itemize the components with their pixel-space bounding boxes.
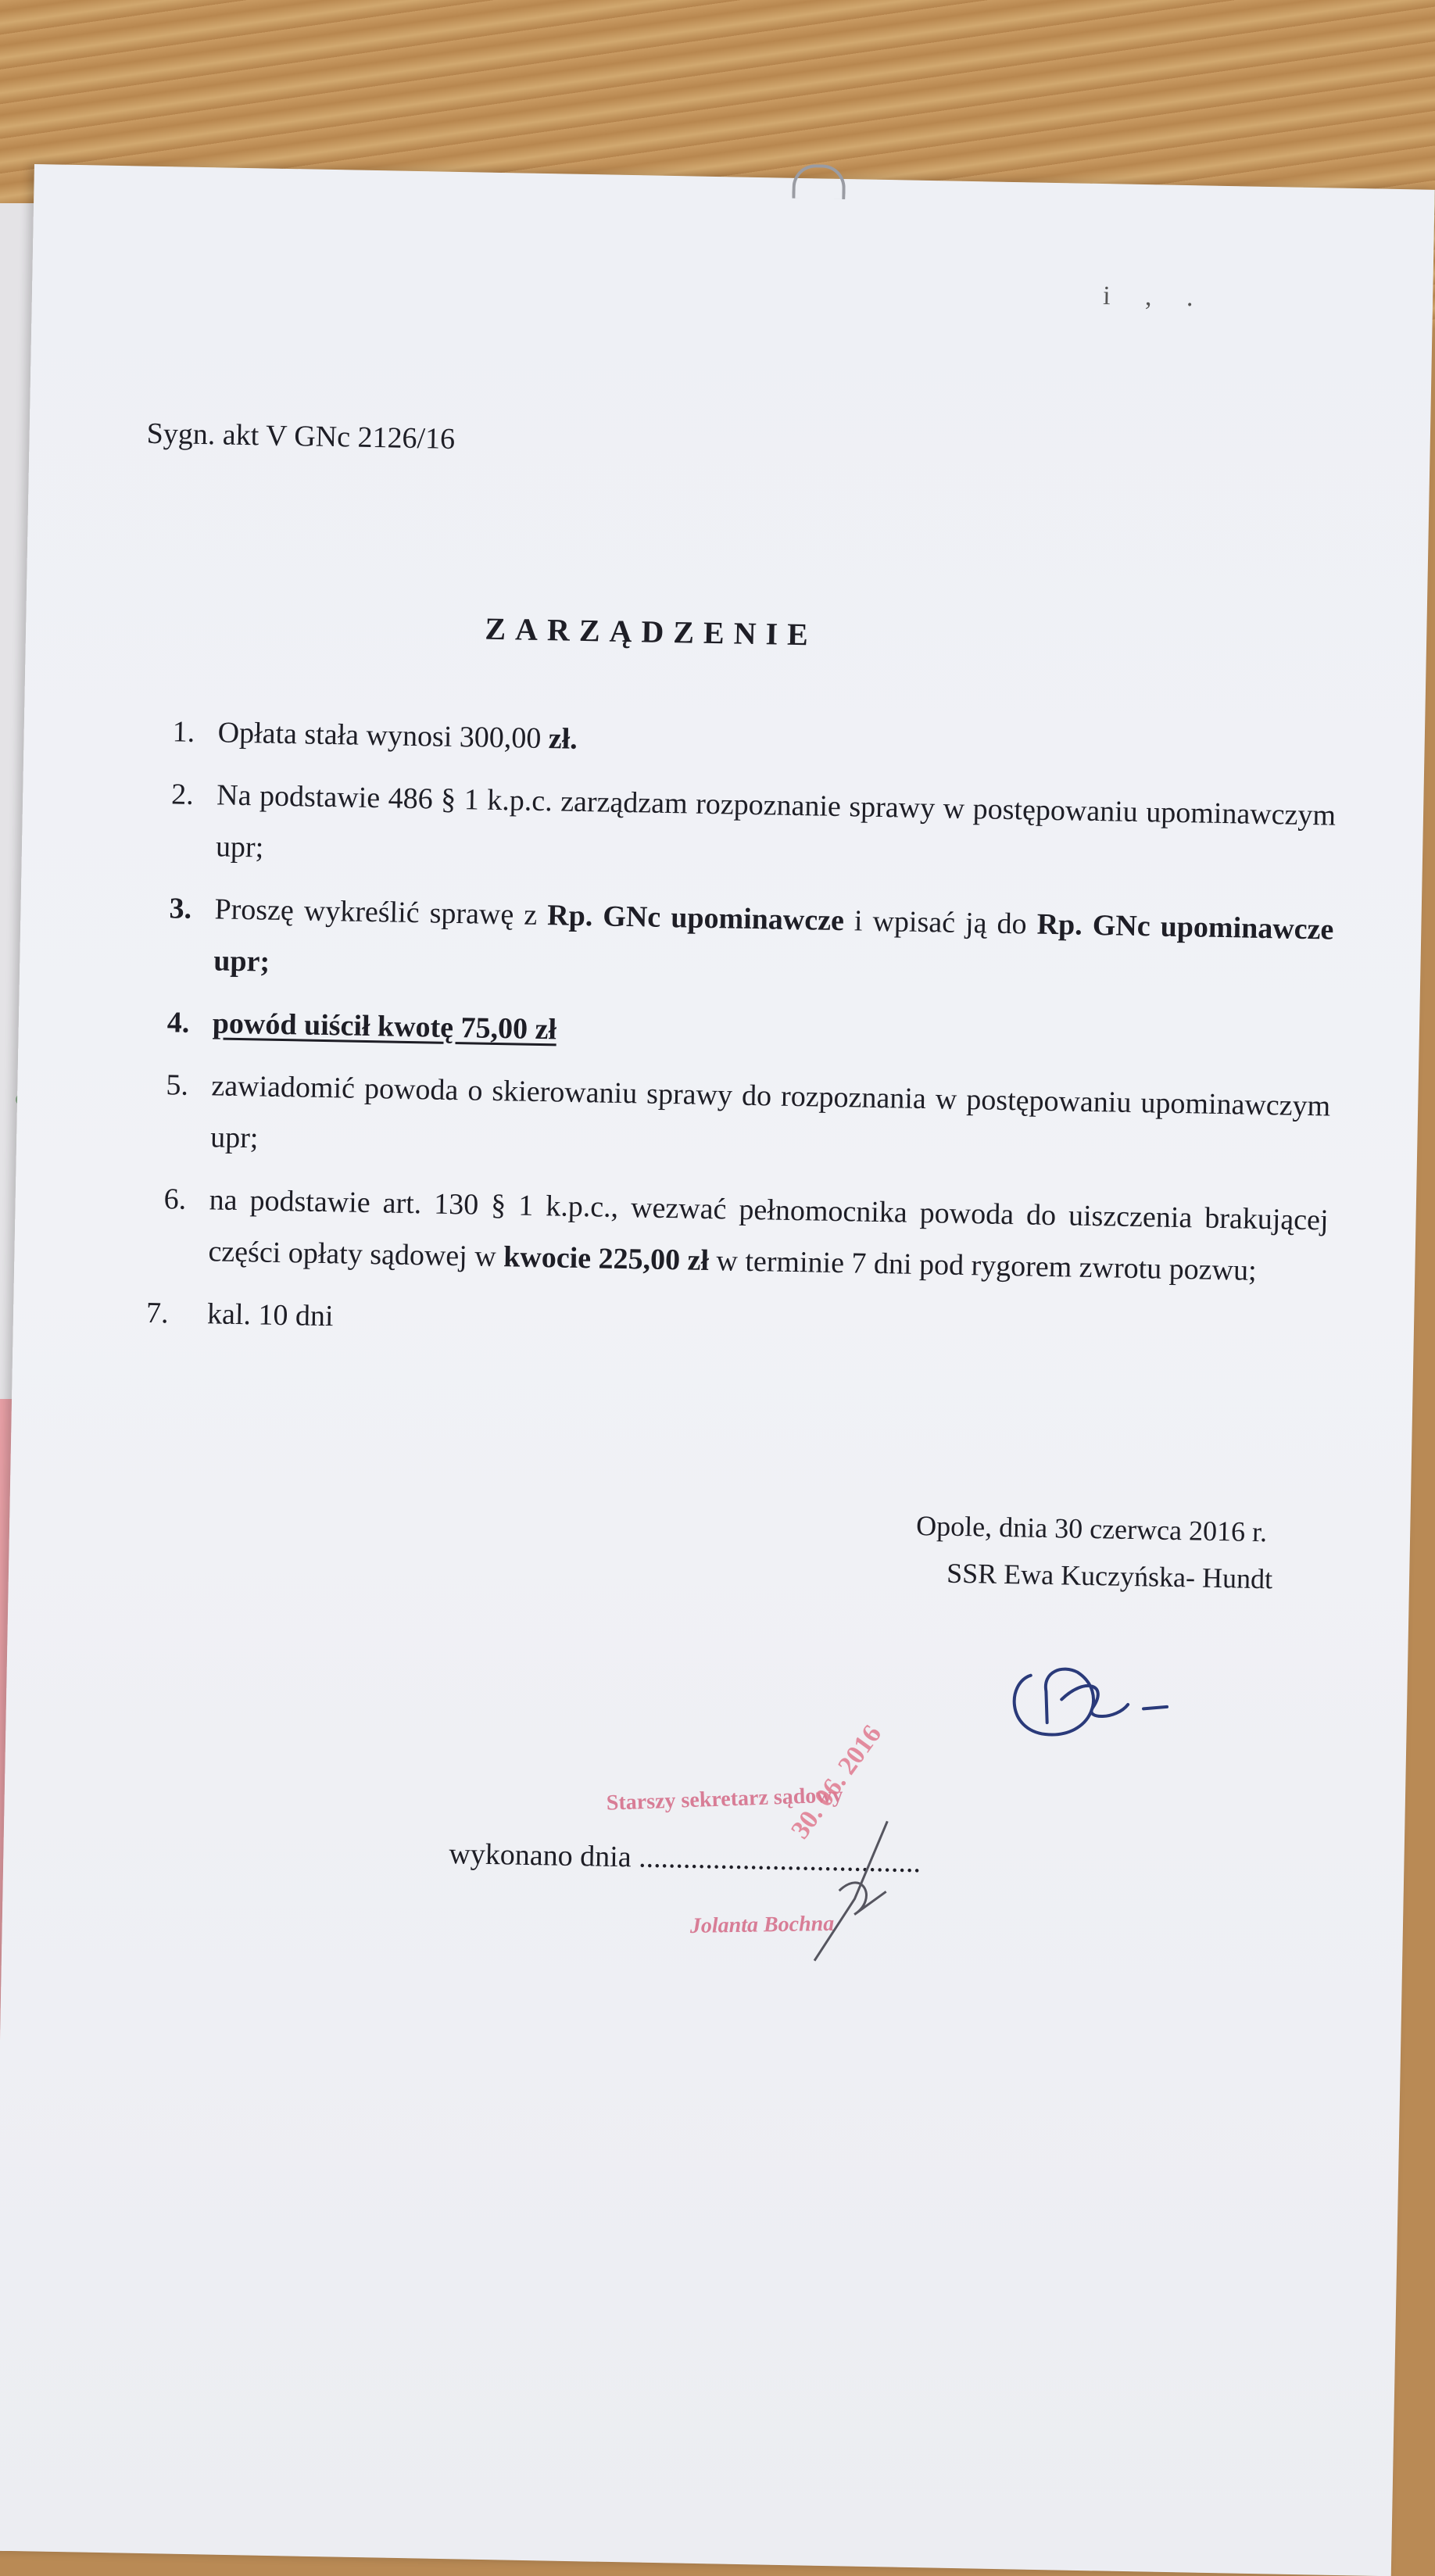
order-items-list <box>145 706 1337 1371</box>
item-text: zł. <box>548 722 578 756</box>
stamp-date: 30. 06. 2016 <box>785 1719 888 1844</box>
order-item <box>165 1059 1331 1183</box>
item-number: 2. <box>170 778 195 811</box>
case-reference: Sygn. akt V GNc 2126/16 <box>146 417 456 456</box>
stamp-name: Jolanta Bochna <box>689 1911 835 1938</box>
item-text: Rp. GNc upominawcze upr; <box>213 907 1334 979</box>
order-item <box>172 706 1337 778</box>
page-marks: i , . <box>1102 281 1208 313</box>
item-text: i wpisać ją do <box>843 904 1038 941</box>
item-number: 1. <box>172 715 195 749</box>
executed-on-line: wykonano dnia ...................................... <box>449 1837 921 1880</box>
item-number: 5. <box>166 1068 189 1102</box>
order-item <box>168 882 1334 1007</box>
order-item <box>170 768 1336 893</box>
place-and-date: Opole, dnia 30 czerwca 2016 r. <box>915 1509 1268 1548</box>
document-title: ZARZĄDZENIE <box>485 610 818 653</box>
item-text: Proszę wykreślić sprawę z <box>214 893 548 932</box>
item-text: na podstawie art. 130 § 1 k.p.c., wezwać pełnomocnika powoda do uiszczenia brakującej części opłaty sądowej w <box>208 1183 1329 1274</box>
item-text: zawiadomić powoda o skierowaniu sprawy do rozpoznania w postępowaniu upominawczym upr; <box>209 1069 1331 1155</box>
item-number: 7. <box>145 1296 169 1330</box>
initials-scribble-icon <box>768 1804 927 1979</box>
signer-name: SSR Ewa Kuczyńska- Hundt <box>946 1557 1273 1595</box>
item-number: 4. <box>166 1006 190 1039</box>
document-page <box>0 164 1435 2576</box>
order-item <box>145 1287 1326 1360</box>
item-text: w terminie 7 dni pod rygorem zwrotu pozwu; <box>708 1244 1258 1287</box>
item-number: 6. <box>163 1182 187 1216</box>
item-text: Rp. GNc upominawcze <box>546 899 845 938</box>
item-text: Opłata stała wynosi 300,00 <box>217 716 549 756</box>
item-number: 3. <box>169 892 192 925</box>
handwritten-signature-icon <box>998 1628 1188 1748</box>
stamp-title: Starszy sekretarz sądowy <box>606 1783 843 1816</box>
item-text: powód uiścił kwotę 75,00 zł <box>212 1007 557 1046</box>
order-item <box>163 1173 1329 1297</box>
order-item <box>166 996 1332 1069</box>
item-text: Na podstawie 486 § 1 k.p.c. zarządzam rozpoznanie sprawy w postępowaniu upominawczym upr; <box>215 778 1337 864</box>
item-text: kwocie 225,00 zł <box>503 1240 710 1278</box>
item-text: kal. 10 dni <box>206 1297 334 1333</box>
